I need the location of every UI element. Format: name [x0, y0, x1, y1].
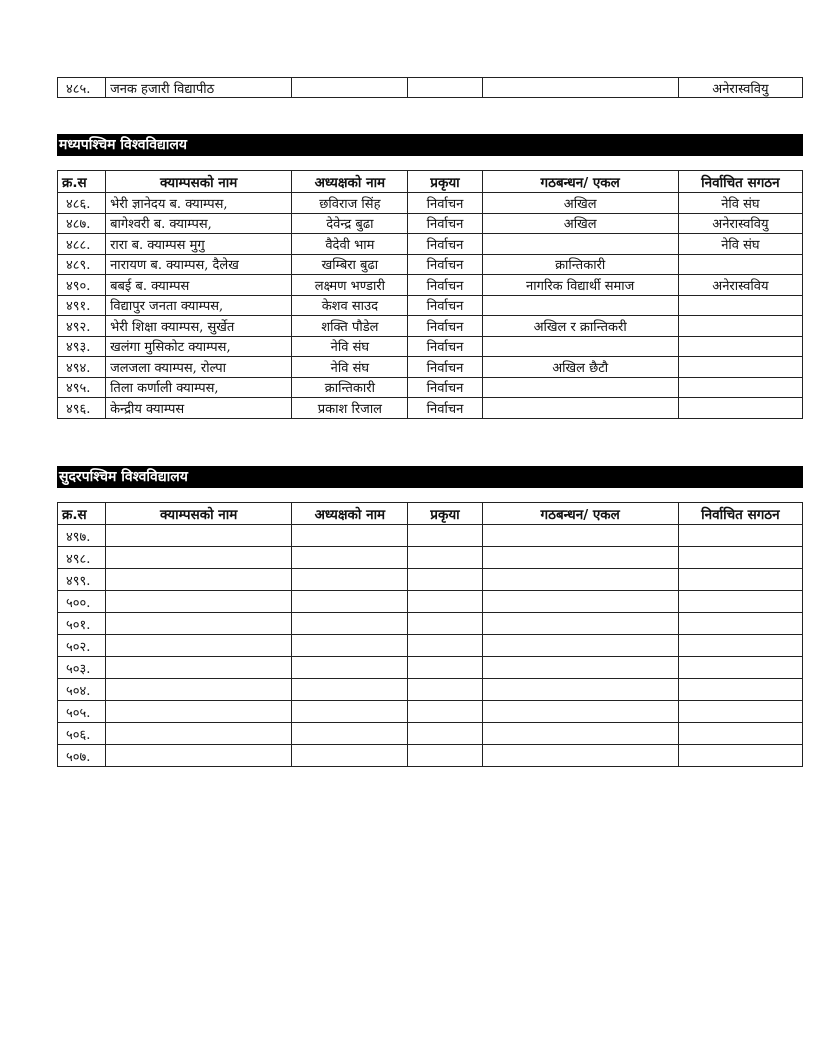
header-campus-name: क्याम्पसको नाम [106, 171, 292, 193]
elected-org-cell [678, 316, 802, 337]
process-cell [408, 701, 482, 723]
campus-name-cell: रारा ब. क्याम्पस मुगु [106, 234, 292, 255]
chair-name-cell [292, 635, 408, 657]
chair-name-cell: वैदेवी भाम [292, 234, 408, 255]
serial-cell: ४९८. [58, 547, 106, 569]
process-cell [408, 723, 482, 745]
elected-org-cell [678, 336, 802, 357]
mid-western-table [57, 170, 803, 419]
campus-name-cell: बबई ब. क्याम्पस [106, 275, 292, 296]
process-cell: निर्वाचन [408, 275, 482, 296]
table-row [58, 234, 803, 255]
elected-org-cell [678, 547, 802, 569]
process-cell [408, 78, 482, 98]
campus-name-cell: केन्द्रीय क्याम्पस [106, 398, 292, 419]
campus-name-cell [106, 635, 292, 657]
chair-name-cell: केशव साउद [292, 295, 408, 316]
process-cell: निर्वाचन [408, 377, 482, 398]
campus-name-cell: जनक हजारी विद्यापीठ [106, 78, 292, 98]
chair-name-cell: लक्ष्मण भण्डारी [292, 275, 408, 296]
header-elected-org: निर्वाचित सगठन [678, 171, 802, 193]
table-row [58, 679, 803, 701]
serial-cell: ४८६. [58, 193, 106, 214]
header-serial: क्र.स [58, 171, 106, 193]
process-cell: निर्वाचन [408, 213, 482, 234]
alliance-cell [482, 613, 678, 635]
serial-cell: ४८८. [58, 234, 106, 255]
process-cell: निर्वाचन [408, 316, 482, 337]
campus-name-cell [106, 591, 292, 613]
chair-name-cell [292, 569, 408, 591]
alliance-cell: अखिल [482, 193, 678, 214]
chair-name-cell: क्रान्तिकारी [292, 377, 408, 398]
serial-cell: ४९२. [58, 316, 106, 337]
campus-name-cell: नारायण ब. क्याम्पस, दैलेख [106, 254, 292, 275]
campus-name-cell: तिला कर्णाली क्याम्पस, [106, 377, 292, 398]
chair-name-cell: शक्ति पौडेल [292, 316, 408, 337]
header-campus-name: क्याम्पसको नाम [106, 503, 292, 525]
chair-name-cell: खम्बिरा बुढा [292, 254, 408, 275]
table-row [58, 613, 803, 635]
alliance-cell: अखिल [482, 213, 678, 234]
serial-cell: ४९१. [58, 295, 106, 316]
header-chair-name: अध्यक्षको नाम [292, 503, 408, 525]
elected-org-cell [678, 398, 802, 419]
far-western-university-heading: सुदरपश्चिम विश्वविद्यालय [57, 466, 803, 488]
process-cell [408, 679, 482, 701]
chair-name-cell [292, 745, 408, 767]
table-row [58, 591, 803, 613]
campus-name-cell [106, 723, 292, 745]
process-cell: निर्वाचन [408, 193, 482, 214]
table-row [58, 377, 803, 398]
process-cell: निर्वाचन [408, 234, 482, 255]
campus-name-cell: जलजला क्याम्पस, रोल्पा [106, 357, 292, 378]
alliance-cell: क्रान्तिकारी [482, 254, 678, 275]
table-row [58, 336, 803, 357]
serial-cell: ४८९. [58, 254, 106, 275]
alliance-cell [482, 701, 678, 723]
table-row [58, 547, 803, 569]
serial-cell: ४९७. [58, 525, 106, 547]
header-chair-name: अध्यक्षको नाम [292, 171, 408, 193]
alliance-cell [482, 336, 678, 357]
table-row [58, 569, 803, 591]
header-serial: क्र.स [58, 503, 106, 525]
campus-name-cell: बागेश्वरी ब. क्याम्पस, [106, 213, 292, 234]
elected-org-cell [678, 701, 802, 723]
header-row [58, 503, 803, 525]
elected-org-cell [678, 357, 802, 378]
table-row [58, 398, 803, 419]
table-row [58, 723, 803, 745]
alliance-cell [482, 591, 678, 613]
serial-cell: ४९३. [58, 336, 106, 357]
serial-cell: ५०२. [58, 635, 106, 657]
serial-cell: ४९६. [58, 398, 106, 419]
table-row [58, 635, 803, 657]
chair-name-cell [292, 547, 408, 569]
elected-org-cell: अनेरास्ववियु [678, 213, 802, 234]
alliance-cell [482, 78, 678, 98]
table-row [58, 193, 803, 214]
serial-cell: ४९९. [58, 569, 106, 591]
alliance-cell [482, 295, 678, 316]
campus-name-cell: विद्यापुर जनता क्याम्पस, [106, 295, 292, 316]
alliance-cell [482, 547, 678, 569]
process-cell [408, 635, 482, 657]
alliance-cell [482, 398, 678, 419]
table-row [58, 657, 803, 679]
far-table-body [58, 525, 803, 767]
table-row [58, 254, 803, 275]
process-cell: निर्वाचन [408, 295, 482, 316]
serial-cell: ५०१. [58, 613, 106, 635]
table-row [58, 78, 803, 98]
alliance-cell [482, 234, 678, 255]
process-cell [408, 525, 482, 547]
elected-org-cell [678, 745, 802, 767]
campus-name-cell [106, 745, 292, 767]
header-process: प्रकृया [408, 171, 482, 193]
elected-org-cell [678, 635, 802, 657]
header-row [58, 171, 803, 193]
table-row [58, 525, 803, 547]
table-row [58, 275, 803, 296]
campus-name-cell [106, 701, 292, 723]
campus-name-cell [106, 547, 292, 569]
table-row [58, 357, 803, 378]
serial-cell: ५०४. [58, 679, 106, 701]
serial-cell: ५०६. [58, 723, 106, 745]
table-row [58, 701, 803, 723]
top-table-body [58, 78, 803, 98]
elected-org-cell [678, 679, 802, 701]
process-cell [408, 569, 482, 591]
campus-name-cell [106, 613, 292, 635]
chair-name-cell: छविराज सिंह [292, 193, 408, 214]
process-cell [408, 591, 482, 613]
alliance-cell [482, 679, 678, 701]
chair-name-cell [292, 591, 408, 613]
elected-org-cell [678, 613, 802, 635]
chair-name-cell: प्रकाश रिजाल [292, 398, 408, 419]
serial-cell: ५०७. [58, 745, 106, 767]
elected-org-cell: नेवि संघ [678, 234, 802, 255]
campus-name-cell [106, 525, 292, 547]
chair-name-cell [292, 701, 408, 723]
elected-org-cell [678, 377, 802, 398]
table-row [58, 745, 803, 767]
serial-cell: ४८५. [58, 78, 106, 98]
alliance-cell [482, 657, 678, 679]
alliance-cell [482, 723, 678, 745]
elected-org-cell [678, 569, 802, 591]
serial-cell: ५०३. [58, 657, 106, 679]
mid-western-university-heading: मध्यपश्चिम विश्वविद्यालय [57, 134, 803, 156]
header-alliance: गठबन्धन/ एकल [482, 171, 678, 193]
alliance-cell [482, 745, 678, 767]
chair-name-cell: देवेन्द्र बुढा [292, 213, 408, 234]
top-continuation-table [57, 77, 803, 98]
far-western-table [57, 502, 803, 767]
elected-org-cell: अनेरास्ववियु [678, 78, 802, 98]
alliance-cell: अखिल छैटौ [482, 357, 678, 378]
campus-name-cell: भेरी ज्ञानेदय ब. क्याम्पस, [106, 193, 292, 214]
header-elected-org: निर्वाचित सगठन [678, 503, 802, 525]
campus-name-cell: भेरी शिक्षा क्याम्पस, सुर्खेत [106, 316, 292, 337]
elected-org-cell [678, 591, 802, 613]
alliance-cell [482, 525, 678, 547]
campus-name-cell [106, 657, 292, 679]
serial-cell: ५००. [58, 591, 106, 613]
serial-cell: ४८७. [58, 213, 106, 234]
elected-org-cell [678, 254, 802, 275]
campus-name-cell [106, 679, 292, 701]
elected-org-cell [678, 295, 802, 316]
alliance-cell [482, 377, 678, 398]
process-cell: निर्वाचन [408, 357, 482, 378]
chair-name-cell [292, 679, 408, 701]
elected-org-cell: अनेरास्वविय [678, 275, 802, 296]
chair-name-cell: नेवि संघ [292, 336, 408, 357]
elected-org-cell [678, 525, 802, 547]
chair-name-cell: नेवि संघ [292, 357, 408, 378]
elected-org-cell [678, 723, 802, 745]
serial-cell: ४९५. [58, 377, 106, 398]
chair-name-cell [292, 78, 408, 98]
table-row [58, 213, 803, 234]
elected-org-cell [678, 657, 802, 679]
table-row [58, 295, 803, 316]
campus-name-cell: खलंगा मुसिकोट क्याम्पस, [106, 336, 292, 357]
process-cell: निर्वाचन [408, 254, 482, 275]
process-cell [408, 657, 482, 679]
chair-name-cell [292, 657, 408, 679]
serial-cell: ४९४. [58, 357, 106, 378]
header-alliance: गठबन्धन/ एकल [482, 503, 678, 525]
process-cell [408, 745, 482, 767]
alliance-cell [482, 635, 678, 657]
chair-name-cell [292, 723, 408, 745]
mid-table-body [58, 193, 803, 419]
table-row [58, 316, 803, 337]
chair-name-cell [292, 613, 408, 635]
process-cell [408, 547, 482, 569]
chair-name-cell [292, 525, 408, 547]
process-cell [408, 613, 482, 635]
process-cell: निर्वाचन [408, 398, 482, 419]
process-cell: निर्वाचन [408, 336, 482, 357]
alliance-cell: नागरिक विद्यार्थी समाज [482, 275, 678, 296]
header-process: प्रकृया [408, 503, 482, 525]
alliance-cell [482, 569, 678, 591]
serial-cell: ५०५. [58, 701, 106, 723]
alliance-cell: अखिल र क्रान्तिकरी [482, 316, 678, 337]
elected-org-cell: नेवि संघ [678, 193, 802, 214]
serial-cell: ४९०. [58, 275, 106, 296]
campus-name-cell [106, 569, 292, 591]
